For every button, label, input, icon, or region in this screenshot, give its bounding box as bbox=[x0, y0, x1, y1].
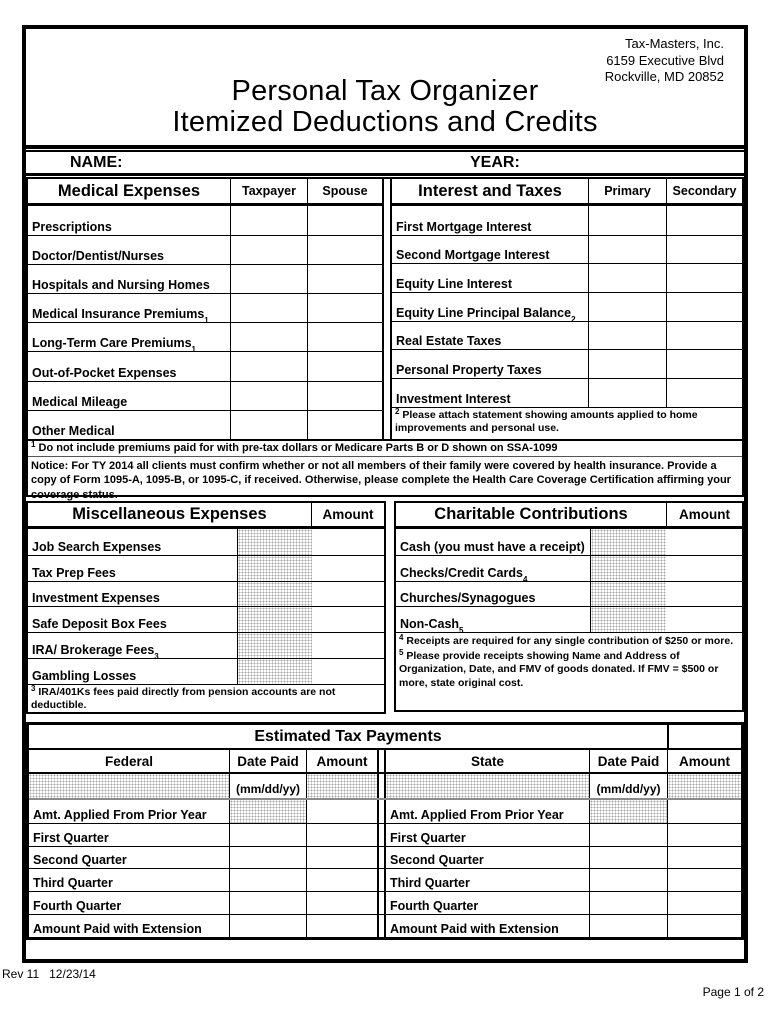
table-divider bbox=[377, 915, 386, 937]
deductions-section bbox=[26, 177, 744, 501]
table-row bbox=[392, 292, 742, 324]
entry-cell[interactable] bbox=[229, 847, 306, 869]
row-label: Second Quarter bbox=[33, 853, 127, 868]
shaded-cell bbox=[237, 659, 312, 684]
misc-charitable-section bbox=[26, 501, 744, 714]
table-row bbox=[396, 529, 742, 555]
misc-header: Miscellaneous Expenses bbox=[72, 504, 267, 523]
name-entry-area[interactable] bbox=[126, 152, 466, 173]
estimated-column-headers bbox=[29, 750, 741, 774]
medical-header-row bbox=[28, 179, 382, 206]
spouse-column-header: Spouse bbox=[307, 179, 382, 203]
shaded-cell bbox=[229, 800, 306, 823]
estimated-tax-payments-table bbox=[26, 722, 744, 940]
row-label: Investment Expenses bbox=[32, 591, 160, 606]
row-label: Long-Term Care Premiums 1 bbox=[32, 336, 196, 355]
miscellaneous-expenses-table bbox=[26, 501, 386, 714]
table-divider bbox=[377, 869, 386, 891]
entry-cell[interactable] bbox=[306, 847, 377, 869]
form-page-frame bbox=[22, 25, 748, 963]
medical-header: Medical Expenses bbox=[57, 181, 201, 200]
amount-column-header: Amount bbox=[666, 503, 742, 526]
amount-column-header: Amount bbox=[667, 750, 741, 772]
row-label: Personal Property Taxes bbox=[396, 363, 542, 378]
row-label: Third Quarter bbox=[390, 876, 470, 891]
row-label: Equity Line Principal Balance 2 bbox=[396, 305, 576, 324]
table-row bbox=[392, 378, 742, 407]
row-label: Equity Line Interest bbox=[396, 277, 512, 292]
row-label: First Quarter bbox=[390, 830, 466, 845]
year-field-label: YEAR: bbox=[470, 154, 520, 171]
entry-cell[interactable] bbox=[588, 236, 666, 264]
name-year-row bbox=[26, 150, 744, 176]
entry-cell[interactable] bbox=[666, 379, 742, 407]
row-label: Amount Paid with Extension bbox=[390, 921, 559, 936]
entry-cell[interactable] bbox=[230, 265, 307, 293]
table-row bbox=[29, 891, 741, 914]
table-row bbox=[28, 264, 382, 293]
medical-expenses-table bbox=[28, 179, 384, 439]
shaded-cell bbox=[237, 607, 312, 632]
date-format-label: (mm/dd/yy) bbox=[229, 774, 306, 798]
entry-cell[interactable] bbox=[306, 824, 377, 846]
entry-cell[interactable] bbox=[307, 236, 382, 264]
shaded-cell bbox=[237, 633, 312, 658]
entry-cell[interactable] bbox=[588, 206, 666, 235]
entry-cell[interactable] bbox=[306, 800, 377, 823]
table-row bbox=[28, 381, 382, 410]
row-label: Cash (you must have a receipt) bbox=[400, 539, 585, 554]
entry-cell[interactable] bbox=[666, 350, 742, 378]
company-name: Tax-Masters, Inc. bbox=[625, 36, 724, 51]
table-row bbox=[29, 868, 741, 891]
row-label: Second Quarter bbox=[390, 853, 484, 868]
entry-cell[interactable] bbox=[588, 293, 666, 321]
entry-cell[interactable] bbox=[589, 892, 667, 914]
entry-cell[interactable] bbox=[667, 915, 741, 937]
form-title-line2: Itemized Deductions and Credits bbox=[172, 106, 598, 138]
table-row bbox=[28, 206, 382, 235]
entry-cell[interactable] bbox=[589, 824, 667, 846]
entry-cell[interactable] bbox=[667, 800, 741, 823]
row-label: Medical Mileage bbox=[32, 394, 128, 409]
entry-cell[interactable] bbox=[312, 633, 384, 658]
company-city: Rockville, MD 20852 bbox=[604, 69, 724, 84]
entry-cell[interactable] bbox=[230, 323, 307, 351]
row-label: Churches/Synagogues bbox=[400, 591, 536, 606]
table-row bbox=[392, 206, 742, 235]
table-row bbox=[29, 846, 741, 869]
table-row bbox=[396, 555, 742, 584]
date-format-row bbox=[29, 774, 741, 800]
table-row bbox=[392, 263, 742, 292]
entry-cell[interactable] bbox=[307, 206, 382, 235]
interest-footnote: $^2$ Please attach statement showing amounts applied to home improvements and personal use. bbox=[392, 407, 742, 439]
interest-taxes-table bbox=[390, 179, 742, 439]
misc-header-row bbox=[28, 503, 384, 529]
entry-cell[interactable] bbox=[230, 411, 307, 439]
entry-cell[interactable] bbox=[306, 892, 377, 914]
primary-column-header: Primary bbox=[588, 179, 666, 203]
state-column-header: State bbox=[470, 754, 504, 770]
entry-cell[interactable] bbox=[667, 847, 741, 869]
row-label: Amt. Applied From Prior Year bbox=[390, 807, 564, 822]
secondary-column-header: Secondary bbox=[666, 179, 742, 203]
row-label: Checks/Credit Cards 4 bbox=[400, 565, 528, 584]
entry-cell[interactable] bbox=[666, 582, 742, 607]
shaded-cell bbox=[237, 556, 312, 581]
table-row bbox=[29, 800, 741, 823]
revision-note: Rev 11 12/23/14 bbox=[2, 967, 96, 981]
entry-cell[interactable] bbox=[229, 869, 306, 891]
entry-cell[interactable] bbox=[230, 294, 307, 322]
entry-cell[interactable] bbox=[666, 607, 742, 632]
table-row bbox=[28, 581, 384, 607]
entry-cell[interactable] bbox=[307, 323, 382, 351]
entry-cell[interactable] bbox=[306, 915, 377, 937]
estimated-title-row bbox=[29, 725, 741, 750]
entry-cell[interactable] bbox=[307, 411, 382, 439]
entry-cell[interactable] bbox=[666, 264, 742, 292]
health-coverage-notice: Notice: For TY 2014 all clients must confirm whether or not all members of their family were covered by health insurance. Provide a copy of Form 1095-A, 1095-B, or 1095-C, if received. Otherwise, please complete the Health Care Coverage Certification affirming your coverage status. bbox=[31, 459, 731, 501]
date-format-label: (mm/dd/yy) bbox=[589, 774, 667, 798]
row-label: Real Estate Taxes bbox=[396, 334, 502, 349]
medical-footnote: $^1$ Do not include premiums paid for with pre-tax dollars or Medicare Parts B or D shown on SSA-1099 bbox=[28, 441, 742, 457]
row-label: Fourth Quarter bbox=[33, 899, 122, 914]
shaded-cell bbox=[667, 774, 741, 798]
entry-cell[interactable] bbox=[229, 824, 306, 846]
row-label: Non-Cash 5 bbox=[400, 617, 464, 636]
row-label: Amount Paid with Extension bbox=[33, 921, 202, 936]
entry-cell[interactable] bbox=[229, 915, 306, 937]
shaded-cell bbox=[590, 556, 666, 581]
amount-column-header: Amount bbox=[311, 503, 384, 526]
entry-cell[interactable] bbox=[666, 529, 742, 555]
row-label: Out-of-Pocket Expenses bbox=[32, 365, 177, 380]
title-section bbox=[26, 29, 744, 149]
table-row bbox=[392, 235, 742, 264]
entry-cell[interactable] bbox=[666, 236, 742, 264]
row-label: First Mortgage Interest bbox=[396, 219, 532, 234]
entry-cell[interactable] bbox=[589, 869, 667, 891]
misc-footnote: $^3$ IRA/401Ks fees paid directly from pension accounts are not deductible. bbox=[28, 684, 384, 712]
form-title bbox=[26, 76, 744, 138]
entry-cell[interactable] bbox=[666, 556, 742, 581]
entry-cell[interactable] bbox=[230, 382, 307, 410]
table-divider bbox=[377, 750, 386, 772]
table-divider bbox=[377, 824, 386, 846]
entry-cell[interactable] bbox=[307, 265, 382, 293]
form-title-line1: Personal Tax Organizer bbox=[231, 75, 539, 107]
entry-cell[interactable] bbox=[229, 892, 306, 914]
table-divider bbox=[377, 847, 386, 869]
table-divider bbox=[377, 774, 386, 798]
shaded-cell bbox=[306, 774, 377, 798]
amount-column-header: Amount bbox=[306, 750, 377, 772]
entry-cell[interactable] bbox=[230, 206, 307, 235]
entry-cell[interactable] bbox=[667, 869, 741, 891]
table-row bbox=[28, 410, 382, 439]
year-entry-area[interactable] bbox=[531, 152, 743, 173]
shaded-cell bbox=[386, 774, 589, 798]
date-paid-column-header: Date Paid bbox=[229, 750, 306, 772]
entry-cell[interactable] bbox=[588, 264, 666, 292]
interest-header-row bbox=[392, 179, 742, 206]
entry-cell[interactable] bbox=[589, 915, 667, 937]
table-row bbox=[396, 581, 742, 607]
table-row bbox=[28, 555, 384, 581]
federal-column-header: Federal bbox=[104, 754, 154, 770]
shaded-cell bbox=[590, 529, 666, 555]
entry-cell[interactable] bbox=[312, 529, 384, 555]
row-label: Prescriptions bbox=[32, 220, 112, 235]
entry-cell[interactable] bbox=[307, 294, 382, 322]
entry-cell[interactable] bbox=[588, 350, 666, 378]
charitable-footnotes bbox=[396, 632, 742, 710]
table-row bbox=[28, 235, 382, 264]
entry-cell[interactable] bbox=[230, 352, 307, 380]
entry-cell[interactable] bbox=[588, 379, 666, 407]
charitable-contributions-table bbox=[394, 501, 744, 713]
shaded-cell bbox=[29, 774, 229, 798]
name-field-label: NAME: bbox=[70, 154, 123, 171]
row-label: Other Medical bbox=[32, 423, 115, 438]
row-label: Fourth Quarter bbox=[390, 899, 479, 914]
row-label: Medical Insurance Premiums 1 bbox=[32, 307, 209, 326]
entry-cell[interactable] bbox=[312, 582, 384, 607]
table-row bbox=[28, 322, 382, 355]
estimated-title: Estimated Tax Payments bbox=[254, 728, 442, 746]
row-label: Investment Interest bbox=[396, 391, 511, 406]
entry-cell[interactable] bbox=[312, 659, 384, 684]
interest-header: Interest and Taxes bbox=[418, 181, 562, 200]
entry-cell[interactable] bbox=[230, 236, 307, 264]
charitable-footnote-5: $^5$ Please provide receipts showing Name and Address of Organization, Date, and FMV of goods donated. If FMV = $500 or more, state original cost. bbox=[399, 647, 719, 689]
row-label: Tax Prep Fees bbox=[32, 565, 116, 580]
taxpayer-column-header: Taxpayer bbox=[230, 179, 307, 203]
row-label: Second Mortgage Interest bbox=[396, 248, 550, 263]
shaded-cell bbox=[237, 582, 312, 607]
table-row bbox=[28, 351, 382, 380]
table-row bbox=[396, 606, 742, 636]
company-street: 6159 Executive Blvd bbox=[606, 52, 724, 68]
table-row bbox=[392, 321, 742, 350]
table-row bbox=[29, 823, 741, 846]
row-label: Doctor/Dentist/Nurses bbox=[32, 249, 164, 264]
entry-cell[interactable] bbox=[589, 847, 667, 869]
table-row bbox=[392, 349, 742, 378]
date-paid-column-header: Date Paid bbox=[589, 750, 667, 772]
shaded-cell bbox=[590, 607, 666, 632]
shaded-cell bbox=[589, 800, 667, 823]
row-label: First Quarter bbox=[33, 830, 109, 845]
table-row bbox=[28, 606, 384, 632]
table-row bbox=[28, 632, 384, 662]
entry-cell[interactable] bbox=[667, 824, 741, 846]
charitable-footnote-4: $^4$ Receipts are required for any single contribution of $250 or more. bbox=[399, 633, 734, 648]
row-label: Job Search Expenses bbox=[32, 539, 162, 554]
entry-cell[interactable] bbox=[306, 869, 377, 891]
entry-cell[interactable] bbox=[312, 556, 384, 581]
table-divider bbox=[377, 800, 386, 823]
entry-cell[interactable] bbox=[666, 293, 742, 321]
entry-cell[interactable] bbox=[588, 322, 666, 350]
charitable-header-row bbox=[396, 503, 742, 529]
table-row bbox=[28, 529, 384, 555]
row-label: Amt. Applied From Prior Year bbox=[33, 807, 207, 822]
table-divider bbox=[377, 892, 386, 914]
row-label: Safe Deposit Box Fees bbox=[32, 617, 167, 632]
entry-cell[interactable] bbox=[666, 322, 742, 350]
table-row bbox=[28, 293, 382, 326]
table-row bbox=[28, 658, 384, 684]
shaded-cell bbox=[237, 529, 312, 555]
page-number: Page 1 of 2 bbox=[702, 985, 764, 999]
row-label: IRA/ Brokerage Fees 3 bbox=[32, 643, 159, 662]
entry-cell[interactable] bbox=[307, 382, 382, 410]
charitable-header: Charitable Contributions bbox=[434, 504, 628, 523]
entry-cell[interactable] bbox=[312, 607, 384, 632]
table-row bbox=[29, 914, 741, 937]
row-label: Hospitals and Nursing Homes bbox=[32, 278, 210, 293]
entry-cell[interactable] bbox=[667, 892, 741, 914]
entry-cell[interactable] bbox=[666, 206, 742, 235]
empty-cell bbox=[667, 725, 741, 748]
row-label: Third Quarter bbox=[33, 876, 113, 891]
shaded-cell bbox=[590, 582, 666, 607]
row-label: Gambling Losses bbox=[32, 669, 137, 684]
entry-cell[interactable] bbox=[307, 352, 382, 380]
